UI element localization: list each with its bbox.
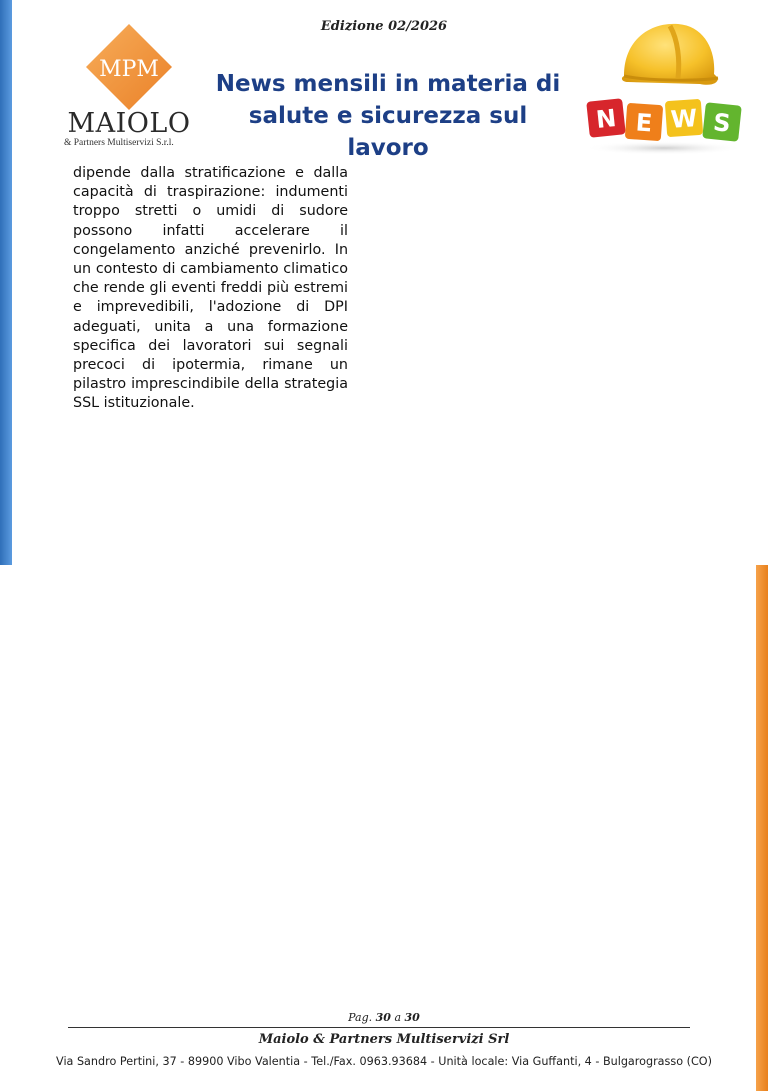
left-accent-bar	[0, 0, 12, 565]
news-cube-s	[702, 102, 742, 142]
headline-line-1: News mensili in materia di	[215, 71, 561, 97]
page-number	[0, 1011, 768, 1024]
news-cube-w	[665, 99, 703, 137]
svg-text:N: N	[594, 104, 618, 134]
page-headline	[208, 68, 568, 164]
footer-address: Via Sandro Pertini, 37 - 89900 Vibo Valentia - Tel./Fax. 0963.93684 - Unità locale: Via Guffanti, 4 - Bulgarograsso (CO)	[56, 1055, 712, 1068]
svg-text:W: W	[669, 104, 699, 134]
edition-label: Edizione 02/2026	[320, 19, 448, 34]
news-helmet-illustration	[582, 16, 752, 156]
page-total: 30	[404, 1011, 420, 1024]
logo-name: MAIOLO	[67, 108, 191, 139]
page-separator: a	[394, 1011, 402, 1024]
page-prefix: Pag.	[348, 1011, 373, 1024]
news-cube-e	[625, 103, 663, 141]
article-paragraph: dipende dalla stratificazione e dalla capacità di traspirazione: indumenti troppo stretti o umidi di sudore possono infatti accelerare il congelamento anziché prevenirlo. In un contesto di cambiamento climatico che rende gli eventi freddi più estremi e imprevedibili, l'adozione di DPI adeguati, unita a una formazione specifica dei lavoratori sui segnali precoci di ipotermia, rimane un pilastro imprescindibile della strategia SSL istituzionale.	[73, 165, 348, 412]
headline-line-2: salute e sicurezza sul lavoro	[248, 103, 528, 161]
page-current: 30	[375, 1011, 391, 1024]
news-cube-n	[586, 98, 626, 138]
company-logo	[62, 22, 192, 152]
svg-text:S: S	[711, 108, 732, 138]
svg-text:E: E	[634, 108, 654, 138]
footer-divider	[68, 1027, 690, 1028]
logo-monogram: MPM	[99, 57, 159, 82]
logo-subtitle: & Partners Multiservizi S.r.l.	[64, 138, 174, 148]
helmet-icon	[582, 16, 752, 156]
footer-company: Maiolo & Partners Multiservizi Srl	[258, 1032, 510, 1047]
